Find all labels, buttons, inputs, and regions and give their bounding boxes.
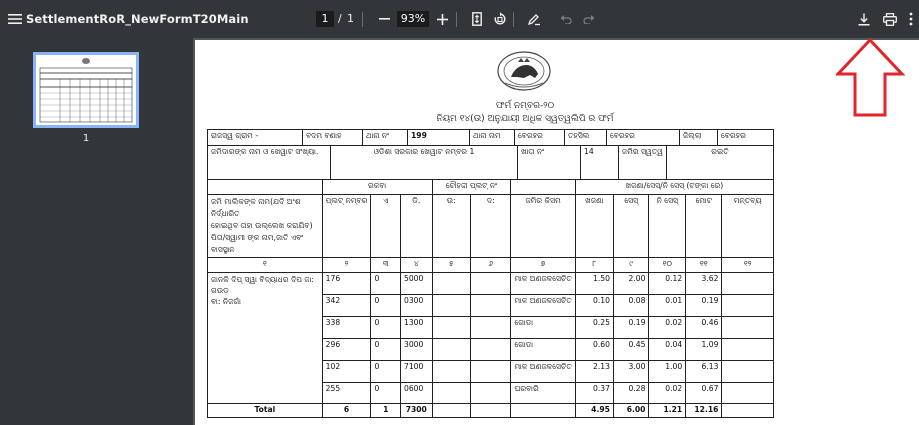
column-number: ୯	[613, 258, 649, 273]
ni-cess-cell: 0.04	[649, 339, 686, 361]
u-cell	[432, 383, 471, 404]
kisam-column-header: ଜମିର କିସମ	[511, 195, 575, 258]
plot-cell: 176	[322, 273, 371, 295]
remark-cell	[722, 361, 774, 383]
ni-cess-cell: 1.00	[649, 361, 686, 383]
form-number: ଫର୍ମ ନମ୍ବର-୨୦	[495, 101, 555, 111]
cess-cell: 3.00	[613, 361, 649, 383]
thumbnail-page-number: 1	[82, 133, 90, 144]
khajana-column-header: ଖଜଣା	[575, 195, 613, 258]
total-ni-cess: 1.21	[649, 404, 686, 418]
form-subtitle: ନିୟମ ୧୪(ଉ) ଅନୁଯାୟୀ ଅଧିକ ସ୍ୱତ୍ୱଲିପି ର ଫର୍ମ	[436, 114, 614, 124]
owner-header-line1: ଜମି ମାଲିକଙ୍କ ନାମ(ଯଦି ଅଂଶ ନିର୍ଦ୍ଧାରିତ	[211, 197, 301, 218]
total-khajana: 4.95	[575, 404, 613, 418]
kisam-cell: ଗୋଡା	[511, 317, 575, 339]
draw-icon[interactable]	[521, 6, 547, 32]
thana-name-label: ଥାନା ନାମ	[470, 130, 515, 146]
land-record-table	[207, 179, 774, 418]
more-icon[interactable]	[903, 6, 919, 32]
a-cell: 0	[371, 383, 401, 404]
u-cell	[432, 361, 471, 383]
d-cell: 3000	[401, 339, 433, 361]
column-number: ୧୨	[722, 258, 774, 273]
u-cell	[432, 339, 471, 361]
total-cell: 0.19	[686, 295, 722, 317]
landlord-value: ଓଡିଶା ସରକାର ଖେୱାଟ ନମ୍ବର 1	[331, 146, 518, 180]
plot-cell: 296	[322, 339, 371, 361]
plot-cell: 255	[322, 383, 371, 404]
column-number: ୪	[401, 258, 433, 273]
khajana-cell: 2.13	[575, 361, 613, 383]
owner-details-line2: ବା: ନିଜଗାଁ	[211, 297, 241, 306]
total-column-header: ମୋଟ	[686, 195, 722, 258]
blank-cell	[511, 180, 575, 195]
blank-cell	[432, 404, 471, 418]
plot-cell: 102	[322, 361, 371, 383]
khajana-cell: 0.37	[575, 383, 613, 404]
plot-cell: 338	[322, 317, 371, 339]
blank-cell	[208, 180, 323, 195]
zoom-in-icon[interactable]	[429, 6, 455, 32]
rotate-icon[interactable]	[487, 6, 513, 32]
blank-cell	[722, 404, 774, 418]
total-cell: 1.09	[686, 339, 722, 361]
kisam-cell: ଘରବାରି	[511, 383, 575, 404]
u-column-header: ଉ:	[432, 195, 471, 258]
thana-name-value: ବେରହର	[515, 130, 565, 146]
pdf-toolbar	[0, 0, 919, 38]
kisam-cell: ମାଳ ଅଣଜଳସେଚିତ	[511, 361, 575, 383]
khata-label: ଖାତା ନଂ	[518, 146, 581, 180]
owner-header-table	[207, 145, 774, 180]
district-label: ଜିଲ୍ଲା	[680, 130, 718, 146]
total-amount: 12.16	[686, 404, 722, 418]
chauhaddi-group-header: ଚୌହଦ୍ଦୀ ପ୍ଲଟ୍ ନଂ	[432, 180, 511, 195]
d-cell: 5000	[401, 273, 433, 295]
column-number: ୨	[322, 258, 371, 273]
cess-column-header: ସେସ୍	[613, 195, 649, 258]
up-arrow-annotation	[836, 38, 906, 118]
district-value: ବେରହର	[718, 130, 774, 146]
a-cell: 0	[371, 295, 401, 317]
da-cell	[471, 317, 511, 339]
remark-cell	[722, 339, 774, 361]
d-cell: 0300	[401, 295, 433, 317]
blank-cell	[511, 404, 575, 418]
page-thumbnail[interactable]	[33, 52, 139, 128]
cess-cell: 0.19	[613, 317, 649, 339]
da-column-header: ଦ:	[471, 195, 511, 258]
khajana-cell: 1.50	[575, 273, 613, 295]
village-label: ରାଜସ୍ୱ ଗ୍ରାମ -	[208, 130, 303, 146]
khajana-group-header: ଖଜଣା/ସେସ୍/ନି ସେସ୍ (ଟଙ୍କା ରେ)	[575, 180, 773, 195]
page-number-input[interactable]: 1	[316, 11, 334, 27]
cess-cell: 2.00	[613, 273, 649, 295]
a-cell: 0	[371, 361, 401, 383]
u-cell	[432, 295, 471, 317]
ni-cess-column-header: ନି ସେସ୍	[649, 195, 686, 258]
da-cell	[471, 339, 511, 361]
da-cell	[471, 295, 511, 317]
thana-no-value: 199	[408, 130, 470, 146]
owner-details-line1: ଜାନକି ଦିପ୍ ସ୍ୱା ବିଦ୍ୟାଧର ଦିପ ଜା: ଗଉଡ଼	[211, 275, 314, 295]
total-a: 1	[371, 404, 401, 418]
khata-value: 14	[581, 146, 619, 180]
column-number: ୧୧	[686, 258, 722, 273]
table-row	[208, 273, 774, 295]
menu-icon[interactable]	[2, 6, 28, 32]
page-total: 1	[347, 12, 354, 25]
remark-cell	[722, 295, 774, 317]
cess-cell: 0.08	[613, 295, 649, 317]
tahasil-label: ତହସିଲ	[565, 130, 607, 146]
owner-header-line2: ହୋଇଥିବ ତାହା ଉଲ୍ଲେଖ କରାଯିବ)	[211, 221, 313, 230]
a-column-header: ଏ	[371, 195, 401, 258]
kisam-cell: ମାଳ ଅଣଜଳସେଚିତ	[511, 273, 575, 295]
total-cell: 3.62	[686, 273, 722, 295]
total-label: Total	[208, 404, 323, 418]
redo-icon[interactable]	[576, 6, 602, 32]
plot-cell: 342	[322, 295, 371, 317]
a-cell: 0	[371, 273, 401, 295]
column-number: ୬	[471, 258, 511, 273]
column-number: ୧୦	[649, 258, 686, 273]
column-number: ୫	[432, 258, 471, 273]
village-value: ବଦମ ବଣାହ	[303, 130, 363, 146]
cess-cell: 0.45	[613, 339, 649, 361]
da-cell	[471, 361, 511, 383]
print-icon[interactable]	[877, 6, 903, 32]
owner-column-header	[208, 195, 323, 258]
kisam-cell: ଗୋଡା	[511, 339, 575, 361]
zoom-input[interactable]: 93%	[397, 11, 429, 27]
d-cell: 1300	[401, 317, 433, 339]
landlord-label: ଜମିଦାରଙ୍କ ନାମ ଓ ଖେୱାଟ ସଂଖ୍ୟା.	[208, 146, 331, 180]
toolbar-divider	[362, 12, 363, 27]
khajana-cell: 0.10	[575, 295, 613, 317]
d-cell: 7100	[401, 361, 433, 383]
total-plots: 6	[322, 404, 371, 418]
owner-header-line3: ପିତା/ସ୍ୱାମୀ ଙ୍କ ନାମ,ଜାତି ଏବଂ ବାସସ୍ଥାନ	[211, 233, 304, 254]
a-cell: 0	[371, 317, 401, 339]
remark-column-header: ମନ୍ତବ୍ୟ	[722, 195, 774, 258]
odisha-emblem-logo	[495, 50, 553, 92]
d-column-header: ଡି.	[401, 195, 433, 258]
u-cell	[432, 273, 471, 295]
toolbar-divider	[456, 12, 457, 27]
page-separator: /	[338, 12, 342, 25]
rakaba-group-header: ରକବା	[322, 180, 432, 195]
remark-cell	[722, 383, 774, 404]
remark-cell	[722, 273, 774, 295]
total-cell: 0.67	[686, 383, 722, 404]
download-icon[interactable]	[851, 6, 877, 32]
da-cell	[471, 273, 511, 295]
u-cell	[432, 317, 471, 339]
column-number: ୭	[511, 258, 575, 273]
da-cell	[471, 383, 511, 404]
column-number: ୩	[371, 258, 401, 273]
cess-cell: 0.28	[613, 383, 649, 404]
column-number: ୮	[575, 258, 613, 273]
record-header-table	[207, 129, 774, 146]
total-d: 7300	[401, 404, 433, 418]
ni-cess-cell: 0.02	[649, 317, 686, 339]
total-cell: 0.46	[686, 317, 722, 339]
remark-cell	[722, 317, 774, 339]
plot-column-header: ପ୍ଲଟ୍ ନମ୍ବର	[322, 195, 371, 258]
title-value: ରଇତି	[666, 146, 773, 180]
ni-cess-cell: 0.02	[649, 383, 686, 404]
d-cell: 0600	[401, 383, 433, 404]
khajana-cell: 0.25	[575, 317, 613, 339]
zoom-out-icon[interactable]	[371, 6, 397, 32]
column-number: ୧	[208, 258, 323, 273]
owner-details	[208, 273, 323, 404]
kisam-cell: ମାଳ ଅଣଜଳସେଚିତ	[511, 295, 575, 317]
total-cell: 6.13	[686, 361, 722, 383]
ni-cess-cell: 0.01	[649, 295, 686, 317]
total-cess: 6.00	[613, 404, 649, 418]
title-label: ଜମିର ସ୍ୱତ୍ୱ	[619, 146, 667, 180]
toolbar-divider	[513, 12, 514, 27]
tahasil-value: ବେରହର	[607, 130, 680, 146]
document-title: SettlementRoR_NewFormT20Main	[26, 12, 249, 26]
blank-cell	[471, 404, 511, 418]
a-cell: 0	[371, 339, 401, 361]
khajana-cell: 0.60	[575, 339, 613, 361]
thana-no-label: ଥାନା ନଂ	[363, 130, 408, 146]
ni-cess-cell: 0.12	[649, 273, 686, 295]
